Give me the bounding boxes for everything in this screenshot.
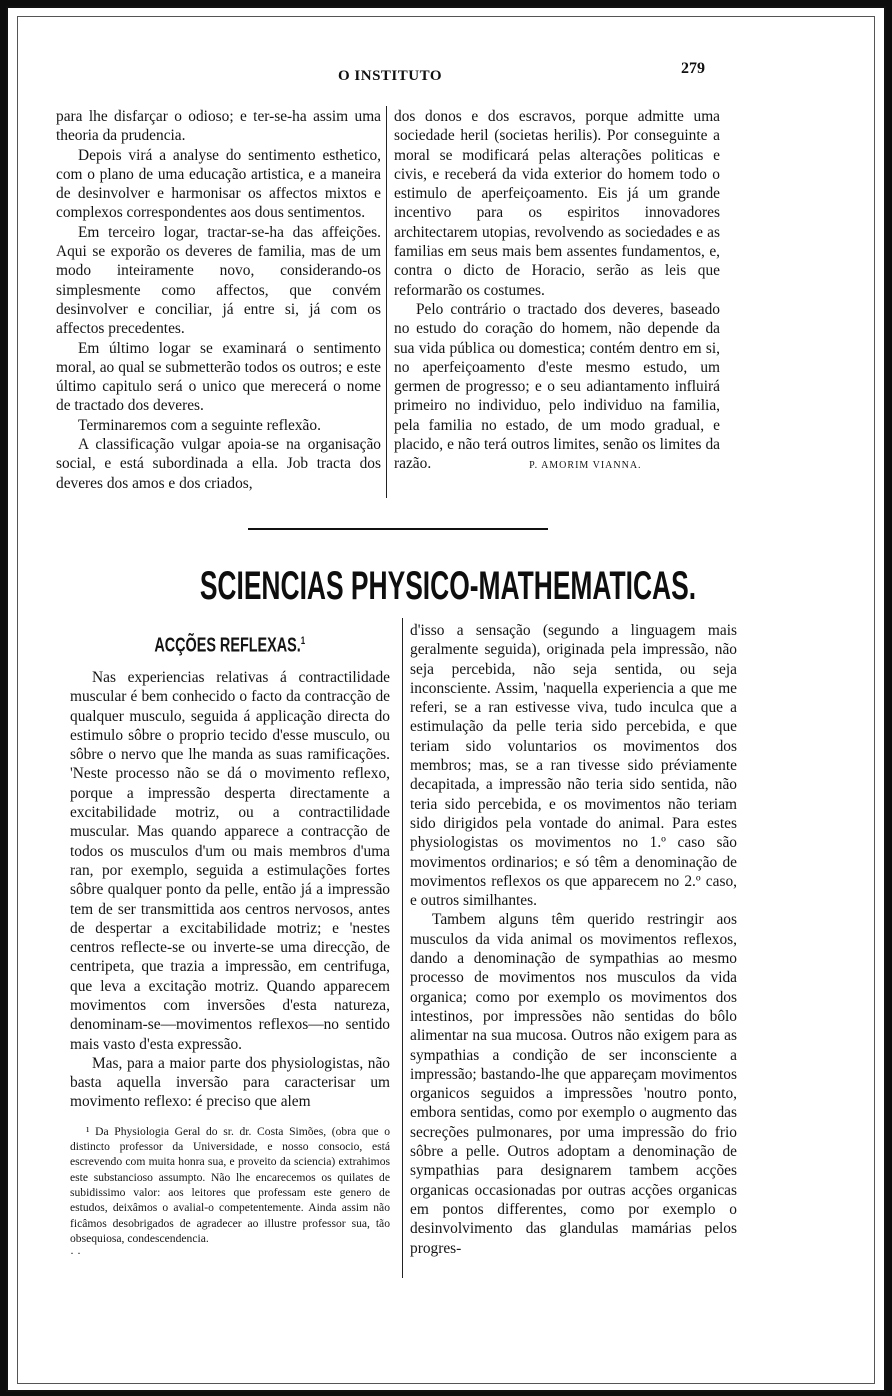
paragraph: Em terceiro logar, tractar-se-ha das affeições. Aqui se exporão os deveres de familia, mas de um modo inteiramente novo, considerando-os simplesmente como affectos, que convém desinvolver e conciliar, já entre si, já com os affectos precedentes.: [56, 223, 381, 338]
column-divider: [402, 618, 403, 1278]
paragraph: A classificação vulgar apoia-se na organisação social, e está subordinada a ella. Job tracta dos deveres dos amos e dos criados,: [56, 436, 381, 492]
section-title: SCIENCIAS PHYSICO-MATHEMATICAS.: [199, 564, 697, 608]
paragraph: Terminaremos com a seguinte reflexão.: [78, 416, 321, 434]
paragraph: dos donos e dos escravos, porque admitte uma sociedade heril (societas herilis). Por conseguinte a moral se modificará pelas alterações politicas e civis, e receberá da vida exterior do homem todo o estimulo de aperfeiçoamento. Eis já um grande incentivo para os espiritos innovadores architectarem utopias, revolvendo as sociedades e as familias em seus mais bem assentes fundamentos, e, contra o dicto de Horacio, serão as leis que reformarão os costumes.: [394, 108, 720, 299]
article-title-label: ACÇÕES REFLEXAS.: [154, 634, 301, 657]
bottom-column-right: [410, 621, 737, 1258]
footnote-text: ¹ Da Physiologia Geral do sr. dr. Costa Simões, (obra que o distincto professor da Universidade, e nosso consocio, está escrevendo com muita honra sua, e proveito da sciencia) extrahimos este substancioso assumpto. Não lhe encarecemos os quilates de subidissimo valor: aos leitores que professam este genero de estudos, deixâmos o avalial-o competentemente. Ainda assim não ficâmos desobrigados de agradecer ao illustre professor sua, tão obsequiosa, condescendencia.: [70, 1124, 390, 1245]
paragraph: Tambem alguns têm querido restringir aos musculos da vida animal os movimentos reflexos, dando a denominação de sympathias ao mesmo processo de movimentos nos musculos da vida organica; como por exemplo os movimentos dos intestinos, por impressões não sentidas do bôlo alimentar na sua mucosa. Outros não exigem para as sympathias a condição de ser inconsciente a impressão; bastando-lhe que appareçam movimentos organicos seguidos a impressões 'noutro ponto, embora sentidas, como por exemplo o augmento das secreções pulmonares, por uma impressão do frio sôbre a pelle. Outros adoptam a denominação de sympathias para designarem tambem acções organicas occasionadas por outras acções organicas em pontos differentes, como por exemplo o desinvolvimento das glandulas mamárias pelos progres-: [410, 911, 737, 1257]
article-title-text: [155, 632, 306, 656]
paragraph: d'isso a sensação (segundo a linguagem mais geralmente seguida), originada pela impressão, não seja percebida, não seja sentida, ou seja inconsciente. Assim, 'naquella experiencia a que me referi, se a ran estivesse viva, tudo inculca que a estimulação da pelle teria sido percebida, e que teriam sido voluntarios os movimentos dos membros; mas, se a ran tivesse sido préviamente decapitada, a impressão não teria sido sentida, não teria sido percebida, e os movimentos não teriam sido dirigidos pela vontade do animal. Para estes physiologistas os movimentos no 1.º caso são movimentos ordinarios; e só têm a denominação de movimentos reflexos os que apparecem no 2.º caso, e outros similhantes.: [410, 622, 737, 910]
paragraph-text: Pelo contrário o tractado dos deveres, baseado no estudo do coração do homem, não depende da sua vida pública ou domestica; contém dentro em si, no aperfeiçoamento d'este mesmo estudo, um germen de progresso; e o seu adiantamento influirá primeiro no individuo, pelo individuo na familia, pela familia no estado, de um modo gradual, e placido, e não terá outros limites, senão os limites da razão.: [394, 300, 720, 473]
paragraph: Mas, para a maior parte dos physiologistas, não basta aquella inversão para caracterisar um movimento reflexo: é preciso que alem: [70, 1054, 390, 1111]
footnote: [70, 1124, 390, 1262]
paragraph: Nas experiencias relativas á contractilidade muscular é bem conhecido o facto da contracção de qualquer musculo, seguida á applicação directa do estimulo sôbre o proprio tecido d'esse musculo, ou sôbre o nervo que lhe manda as suas ramificações. 'Neste processo não se dá o movimento reflexo, porque a impressão desperta directamente a excitabilidade motriz, ou a contractilidade muscular. Mas quando apparece a contracção de todos os musculos d'um ou mais membros d'uma ran, por exemplo, seguida a estimulações fortes sôbre qualquer ponto da pelle, então já a impressão tem de ser transmittida aos centros nervosos, antes de despertar a excitabilidade motriz; e 'nestes centros reflecte-se ou inverte-se uma direcção, de centripeta, que trazia a impressão, em centrifuga, que leva a excitação motriz. Quando apparecem movimentos com inversões d'esta natureza, denominam-se—movimentos reflexos—no sentido mais vasto d'esta expressão.: [70, 668, 390, 1053]
paragraph: [394, 300, 720, 476]
section-title-wrap: [8, 564, 886, 609]
top-column-right: [394, 107, 720, 476]
article-title: [70, 632, 390, 656]
section-separator-rule: [248, 528, 548, 530]
footnote-dots: · ·: [70, 1246, 81, 1261]
running-head: O INSTITUTO: [338, 68, 443, 84]
column-divider: [386, 106, 387, 498]
top-column-left: [56, 107, 381, 493]
page-number: 279: [681, 60, 705, 77]
journal-page: [6, 6, 886, 1392]
footnote-marker: 1: [300, 635, 306, 647]
paragraph: Depois virá a analyse do sentimento esthetico, com o plano de uma educação artistica, e a maneira de desinvolver e harmonisar os affectos mixtos e complexos correspondentes aos dous sentimentos.: [56, 146, 381, 222]
paragraph: Em último logar se examinará o sentimento moral, ao qual se submetterão todos os outros; e este último capitulo será o unico que merecerá o nome de tractado dos deveres.: [56, 339, 381, 415]
paragraph: para lhe disfarçar o odioso; e ter-se-ha assim uma theoria da prudencia.: [56, 108, 381, 145]
bottom-column-left: [70, 632, 390, 1261]
author-signature: P. AMORIM VIANNA.: [529, 460, 642, 472]
